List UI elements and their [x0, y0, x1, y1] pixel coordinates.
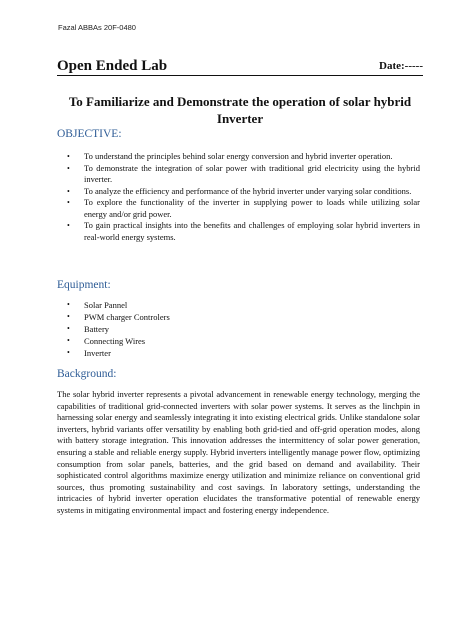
author-header: Fazal ABBAs 20F-0480	[58, 23, 136, 32]
equipment-item: • PWM charger Controlers	[57, 311, 420, 323]
equipment-list	[57, 299, 420, 359]
equipment-item: • Connecting Wires	[57, 335, 420, 347]
lab-title-row	[57, 58, 423, 76]
objective-item: • To demonstrate the integration of solar power with traditional grid electricity using the hybrid inverter.	[57, 163, 420, 186]
background-paragraph: The solar hybrid inverter represents a pivotal advancement in renewable energy technology, merging the capabilities of traditional grid-connected inverters with solar power systems. It serves as the linchpin in harnessing solar energy and seamlessly integrating it into existing electrical grids. Unlike standalone solar inverters, hybrid variants offer versatility by enabling both grid-tied and off-grid operation modes, along with battery storage integration. This innovation addresses the intermittency of solar power generation, ensuring a stable and reliable energy supply. Hybrid inverters intelligently manage power flow, optimizing consumption from solar panels, batteries, and the grid based on demand and availability. Their sophisticated control algorithms maximize energy utilization and minimize reliance on conventional grid sources, thus promoting sustainability and cost savings. In laboratory settings, understanding the intricacies of hybrid inverter operation elucidates the transformative potential of renewable energy systems in mitigating environmental impact and fostering energy independence.	[57, 389, 420, 515]
equipment-item: • Inverter	[57, 347, 420, 359]
lab-title: Open Ended Lab	[57, 58, 168, 74]
objective-item: • To analyze the efficiency and performance of the hybrid inverter under varying solar conditions.	[57, 186, 420, 198]
objective-list	[57, 151, 420, 243]
equipment-heading: Equipment:	[57, 279, 111, 291]
objective-item: • To gain practical insights into the benefits and challenges of employing solar hybrid inverters in real-world energy systems.	[57, 220, 420, 243]
lab-date: Date:-----	[379, 60, 423, 72]
document-title: To Familiarize and Demonstrate the operation of solar hybrid Inverter	[68, 94, 412, 126]
background-heading: Background:	[57, 368, 117, 380]
objective-item: • To understand the principles behind solar energy conversion and hybrid inverter operation.	[57, 151, 420, 163]
equipment-item: • Battery	[57, 323, 420, 335]
equipment-item: • Solar Pannel	[57, 299, 420, 311]
objective-item: • To explore the functionality of the inverter in supplying power to loads while utilizing solar energy and/or grid power.	[57, 197, 420, 220]
objective-heading: OBJECTIVE:	[57, 128, 122, 140]
